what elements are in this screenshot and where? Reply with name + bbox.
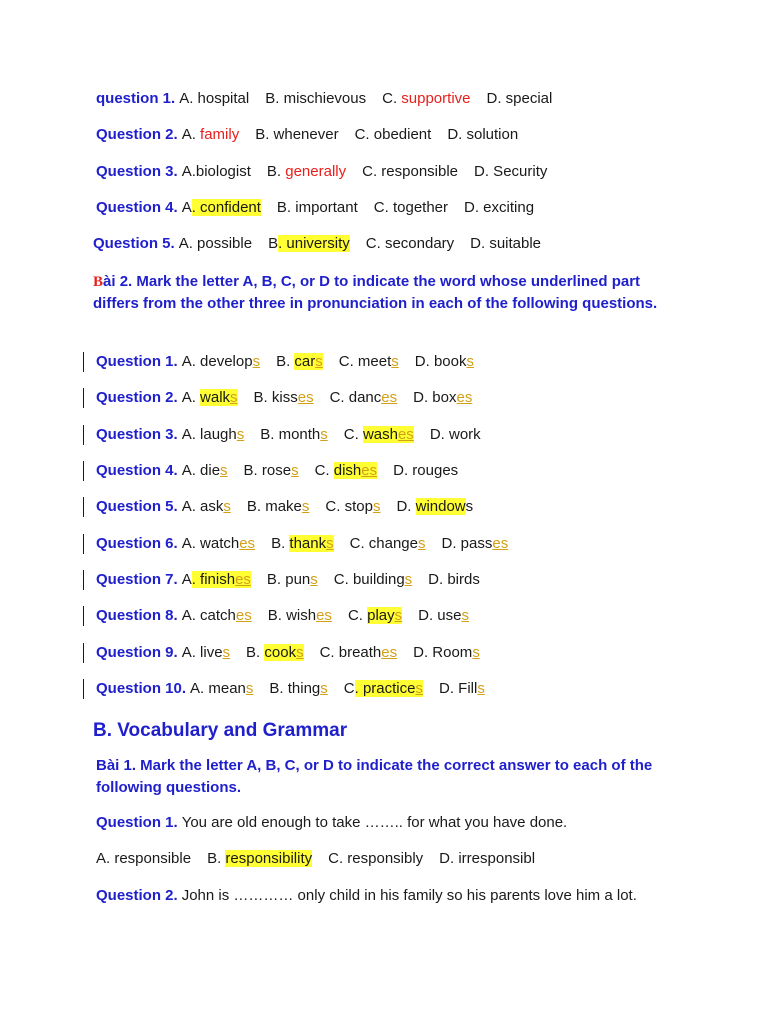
vocab-question-2	[96, 886, 637, 906]
option-b: B. makes	[246, 498, 310, 515]
question-text: John is ………… only child in his family so his parents love him a lot.	[181, 887, 637, 904]
pron-question-2	[96, 388, 488, 408]
option-a: A. confident	[181, 199, 261, 216]
option-a: A. means	[190, 680, 254, 697]
answer-highlight: responsibility	[225, 850, 313, 867]
pron-question-10	[96, 679, 501, 699]
option-a: A. possible	[178, 235, 253, 252]
option-d: D. passes	[441, 535, 509, 552]
stress-question-4	[96, 198, 550, 218]
option-b: B. things	[269, 680, 328, 697]
option-d: D. work	[429, 426, 481, 443]
margin-bar	[83, 606, 84, 626]
margin-bar	[83, 388, 84, 408]
option-c: C. stops	[325, 498, 381, 515]
question-label: Question 2.	[96, 126, 178, 143]
option-b: B. mischievous	[265, 90, 367, 107]
option-c: C. meets	[338, 353, 399, 370]
option-b: B. wishes	[267, 607, 332, 624]
margin-bar	[83, 534, 84, 554]
option-a: A. finishes	[181, 571, 251, 588]
answer-highlight: . university	[278, 235, 350, 252]
option-b: B. important	[276, 199, 358, 216]
option-a: A. hospital	[179, 90, 250, 107]
margin-bar	[83, 679, 84, 699]
bai1-instruction: Bài 1. Mark the letter A, B, C, or D to indicate the correct answer to each of the following questions.	[96, 757, 653, 796]
vocab-question-1-options	[96, 849, 551, 869]
question-label: Question 8.	[96, 607, 178, 624]
question-label: Question 9.	[96, 644, 178, 661]
bai2-instruction: Bài 2. Mark the letter A, B, C, or D to indicate the word whose underlined part differs from the other three in pronunciation in each of the following questions.	[93, 273, 658, 312]
option-c: C. responsibly	[328, 850, 424, 867]
option-d: D. boxes	[413, 389, 473, 406]
vocab-question-1	[96, 813, 567, 833]
option-d: D. Rooms	[413, 644, 480, 661]
question-label: Question 6.	[96, 535, 178, 552]
option-d: D. suitable	[470, 235, 542, 252]
pron-question-8	[96, 606, 485, 626]
option-b: B. responsibility	[207, 850, 313, 867]
pron-question-6	[96, 534, 524, 554]
question-label: Question 1.	[96, 814, 178, 831]
option-a: A. lives	[181, 644, 231, 661]
answer-word: generally	[285, 163, 347, 180]
question-label: Question 5.	[93, 235, 175, 252]
option-c: C. together	[373, 199, 449, 216]
option-c: C. dishes	[314, 462, 378, 479]
option-b: B. university	[268, 235, 350, 252]
answer-word: family	[200, 126, 240, 143]
stress-question-2	[96, 125, 534, 145]
option-a: A. walks	[181, 389, 238, 406]
pron-question-1	[96, 352, 490, 372]
option-a: A. asks	[181, 498, 231, 515]
question-label: Question 2.	[96, 887, 178, 904]
option-c: C. obedient	[354, 126, 432, 143]
option-b: B. whenever	[255, 126, 339, 143]
question-label: Question 10.	[96, 680, 187, 697]
question-label: Question 4.	[96, 462, 178, 479]
margin-bar	[83, 425, 84, 445]
option-d: D. birds	[428, 571, 480, 588]
option-d: D. solution	[447, 126, 519, 143]
option-d: D. books	[414, 353, 474, 370]
option-b: B. months	[260, 426, 328, 443]
question-text: You are old enough to take …….. for what you have done.	[181, 814, 568, 831]
option-b: B. roses	[243, 462, 299, 479]
answer-highlight: . confident	[191, 199, 261, 216]
option-d: D. Fills	[438, 680, 485, 697]
option-b: B. puns	[266, 571, 318, 588]
option-c: C. plays	[347, 607, 403, 624]
option-d: D. uses	[418, 607, 469, 624]
pron-question-7	[96, 570, 496, 590]
option-c: C. dances	[329, 389, 398, 406]
option-c: C. practices	[343, 680, 423, 697]
question-label: Question 3.	[96, 426, 178, 443]
option-a: A. laughs	[181, 426, 245, 443]
option-b: B. kisses	[253, 389, 314, 406]
margin-bar	[83, 497, 84, 517]
option-d: D. irresponsibl	[439, 850, 536, 867]
option-a: A. responsible	[96, 850, 192, 867]
option-a: A. catches	[181, 607, 252, 624]
question-label: Question 4.	[96, 199, 178, 216]
margin-bar	[83, 461, 84, 481]
option-c: C. breathes	[319, 644, 398, 661]
option-c: C. secondary	[365, 235, 455, 252]
pron-question-4	[96, 461, 474, 481]
option-a: A. dies	[181, 462, 228, 479]
option-a: A. develops	[181, 353, 261, 370]
margin-bar	[83, 643, 84, 663]
question-label: Question 3.	[96, 163, 178, 180]
option-a: A.biologist	[181, 163, 251, 180]
question-label: Question 5.	[96, 498, 178, 515]
option-c: C. buildings	[333, 571, 413, 588]
question-label: Question 1.	[96, 353, 178, 370]
answer-word: supportive	[401, 90, 471, 107]
margin-bar	[83, 570, 84, 590]
stress-question-5	[93, 234, 557, 254]
question-label: Question 2.	[96, 389, 178, 406]
option-b: B. generally	[266, 163, 347, 180]
option-c: C. supportive	[382, 90, 471, 107]
pron-question-3	[96, 425, 497, 445]
pron-question-9	[96, 643, 496, 663]
option-d: D. windows	[396, 498, 474, 515]
option-c: C. washes	[343, 426, 414, 443]
option-b: B. cars	[276, 353, 323, 370]
option-b: B. cooks	[246, 644, 304, 661]
option-a: A. family	[181, 126, 240, 143]
section-b-heading: B. Vocabulary and Grammar	[93, 720, 348, 741]
option-c: C. responsible	[362, 163, 459, 180]
pron-question-5	[96, 497, 489, 517]
question-label: Question 7.	[96, 571, 178, 588]
bai2-letter: B	[93, 274, 104, 290]
stress-question-3	[96, 162, 563, 182]
option-d: D. exciting	[464, 199, 535, 216]
question-label: question 1.	[96, 90, 176, 107]
option-b: B. thanks	[271, 535, 334, 552]
option-c: C. changes	[349, 535, 426, 552]
option-d: D. rouges	[393, 462, 459, 479]
margin-bar	[83, 352, 84, 372]
stress-question-1	[96, 89, 568, 109]
option-a: A. watches	[181, 535, 256, 552]
option-d: D. Security	[474, 163, 548, 180]
option-d: D. special	[486, 90, 553, 107]
